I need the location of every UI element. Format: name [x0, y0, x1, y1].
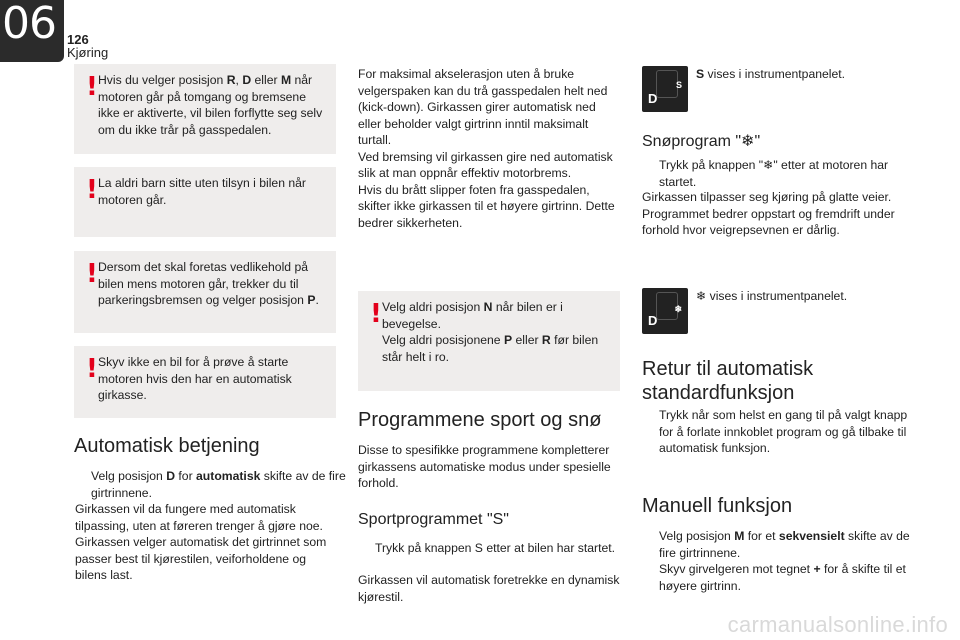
- bullet-text: Velg posisjon M for et sekvensielt skifte av de fire girtrinnene.: [659, 529, 910, 560]
- warning-text: Dersom det skal foretas vedlikehold på bilen mens motoren går, trekker du til parkeringsbremsen og velger posisjon P.: [98, 260, 319, 307]
- warning-text: La aldri barn sitte uten tilsyn i bilen når motoren går.: [98, 176, 306, 207]
- instruction-bullet: [359, 540, 633, 557]
- instrument-display-sport-icon: [642, 66, 688, 112]
- instrument-display-snow-icon: [642, 288, 688, 334]
- instruction-bullet: [75, 468, 349, 501]
- warning-box: [74, 251, 336, 333]
- warning-icon: !: [86, 175, 98, 205]
- instruction-bullet: [643, 528, 921, 561]
- paragraph: Disse to spesifikke programmene kompletterer girkassens automatiske modus under spesielle forhold.: [358, 443, 611, 490]
- warning-icon: !: [86, 259, 98, 289]
- instruction-bullet: [643, 157, 917, 190]
- display-caption: ❄ vises i instrumentpanelet.: [696, 289, 848, 303]
- instruction-bullet: [643, 561, 921, 594]
- sub-heading: Snøprogram "❄": [642, 133, 761, 150]
- warning-icon: !: [370, 299, 382, 329]
- warning-box: [74, 167, 336, 237]
- bullet-text: Trykk når som helst en gang til på valgt knapp for å forlate innkoblet program og gå tilbake til automatisk funksjon.: [659, 408, 908, 455]
- sub-heading: Sportprogrammet "S": [358, 511, 509, 528]
- page-number: 126: [67, 32, 89, 47]
- warning-text: Hvis du velger posisjon R, D eller M når motoren går på tomgang og bremsene ikke er aktiverte, vil bilen forflytte seg selv om du ikke trår på gasspedalen.: [98, 73, 323, 137]
- warning-box: [74, 346, 336, 418]
- warning-icon: !: [86, 354, 98, 384]
- bullet-text: Trykk på knappen S etter at bilen har startet.: [375, 541, 616, 555]
- warning-box: [358, 291, 620, 391]
- mode-letter: S: [675, 80, 682, 90]
- section-name: Kjøring: [67, 45, 109, 60]
- paragraph: Girkassen vil da fungere med automatisk tilpassing, uten at føreren trenger å gjøre noe. Girkassen velger automatisk det girtrinnet som passer best til kjørestilen, veiforholdene og bilens last.: [75, 502, 327, 582]
- warning-icon: !: [86, 72, 98, 102]
- bullet-text: Velg posisjon D for automatisk skifte av de fire girtrinnene.: [91, 469, 346, 500]
- section-heading: Automatisk betjening: [74, 435, 260, 457]
- warning-text: Velg aldri posisjon N når bilen er i bevegelse. Velg aldri posisjonene P eller R før bilen står helt i ro.: [382, 300, 599, 364]
- gear-letter: D: [648, 313, 658, 328]
- warning-box: [74, 64, 336, 154]
- chapter-tab: [0, 0, 64, 62]
- gear-letter: D: [648, 91, 658, 106]
- section-heading: Programmene sport og snø: [358, 409, 602, 431]
- paragraph-intro: For maksimal akselerasjon uten å bruke velgerspaken kan du trå gasspedalen helt ned (kick-down). Girkassen girer automatisk ned eller beholder valgt girtrinn inntil maksimalt turtall. Ved bremsing vil girkassen gire ned automatisk slik at man oppnår effektiv motorbrems. Hvis du brått slipper foten fra gasspedalen, skifter ikke girkassen til et høyere girtrinn. Dette bedrer sikkerheten.: [358, 67, 615, 230]
- section-heading: Retur til automatisk standardfunksjon: [642, 358, 814, 404]
- display-caption: S vises i instrumentpanelet.: [696, 67, 846, 81]
- watermark: carmanualsonline.info: [727, 612, 948, 637]
- mode-symbol: ❄: [674, 304, 682, 314]
- chapter-number: 06: [2, 0, 56, 49]
- instruction-bullet: [643, 407, 921, 457]
- gear-indicator-frame: [656, 70, 678, 98]
- bullet-text: Trykk på knappen "❄" etter at motoren har startet.: [659, 158, 889, 189]
- paragraph: Girkassen vil automatisk foretrekke en dynamisk kjørestil.: [358, 573, 620, 604]
- section-heading: Manuell funksjon: [642, 495, 793, 517]
- paragraph: Girkassen tilpasser seg kjøring på glatte veier. Programmet bedrer oppstart og fremdrift under forhold hvor veigrepsevnen er dårlig.: [642, 190, 895, 237]
- bullet-text: Skyv girvelgeren mot tegnet + for å skifte til et høyere girtrinn.: [659, 562, 906, 593]
- warning-text: Skyv ikke en bil for å prøve å starte motoren hvis den har en automatisk girkasse.: [98, 355, 292, 402]
